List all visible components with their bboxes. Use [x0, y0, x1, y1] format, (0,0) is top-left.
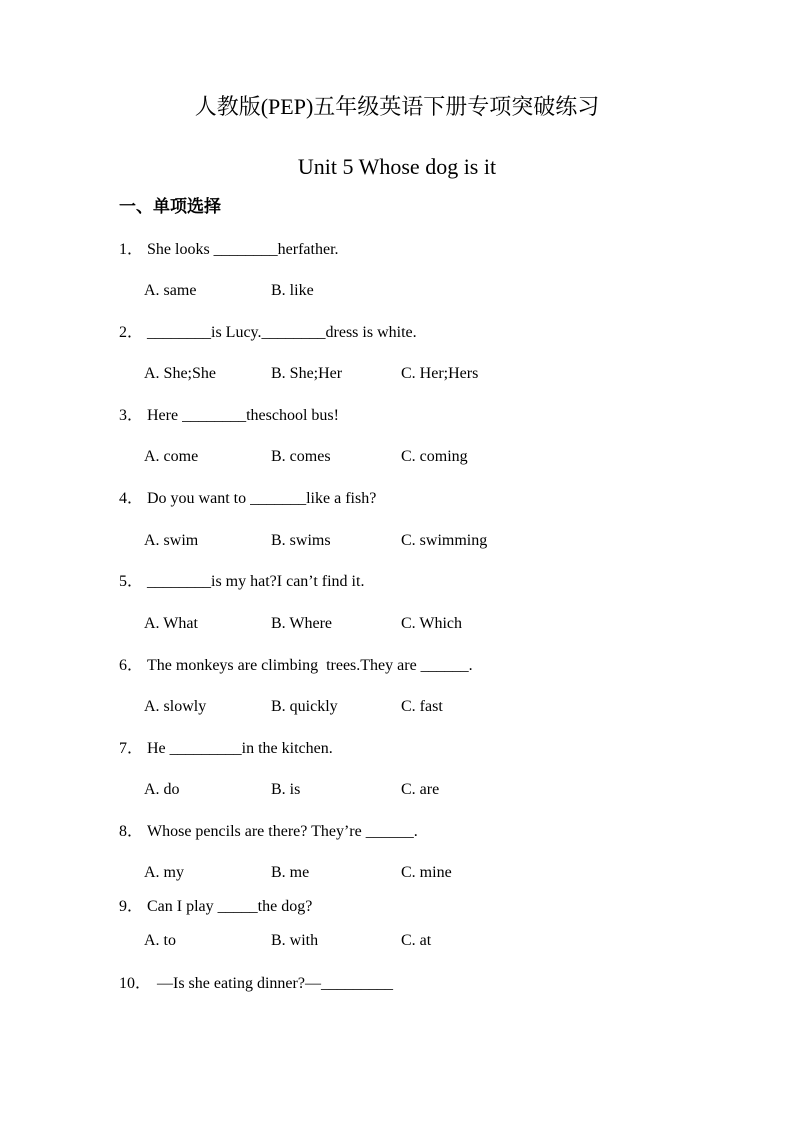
option-c: C. mine	[401, 864, 452, 881]
question-number: 5．	[119, 573, 144, 590]
option-c: C. fast	[401, 698, 443, 715]
question-number: 4．	[119, 490, 144, 507]
question-text: She looks ________herfather.	[147, 241, 339, 258]
option-c: C. Her;Hers	[401, 365, 479, 382]
option-b: B. with	[271, 932, 319, 949]
question-4	[119, 488, 376, 510]
option-a: A. What	[144, 615, 198, 632]
option-c: C. swimming	[401, 532, 488, 549]
question-number: 10．	[119, 975, 152, 992]
question-5	[119, 571, 364, 593]
question-8	[119, 821, 418, 843]
option-a: A. to	[144, 932, 176, 949]
question-text: Here ________theschool bus!	[147, 407, 339, 424]
question-number: 2．	[119, 324, 144, 341]
option-a: A. slowly	[144, 698, 207, 715]
question-7	[119, 738, 333, 760]
option-b: B. comes	[271, 448, 331, 465]
option-b: B. me	[271, 864, 310, 881]
option-a: A. swim	[144, 532, 199, 549]
question-3	[119, 405, 339, 427]
question-number: 7．	[119, 740, 144, 757]
document-title: 人教版(PEP)五年级英语下册专项突破练习	[194, 94, 600, 119]
option-b: B. like	[271, 282, 314, 299]
question-6	[119, 655, 473, 677]
question-number: 9．	[119, 898, 144, 915]
question-10	[119, 973, 393, 995]
option-b: B. She;Her	[271, 365, 343, 382]
option-c: C. Which	[401, 615, 463, 632]
question-number: 3．	[119, 407, 144, 424]
option-a: A. same	[144, 282, 197, 299]
question-text: Do you want to _______like a fish?	[147, 490, 377, 507]
option-c: C. at	[401, 932, 432, 949]
question-text: The monkeys are climbing trees.They are ______.	[147, 657, 473, 674]
section-heading: 一、单项选择	[119, 197, 221, 217]
option-b: B. swims	[271, 532, 331, 549]
option-c: C. coming	[401, 448, 468, 465]
question-number: 1．	[119, 241, 144, 258]
question-number: 6．	[119, 657, 144, 674]
option-a: A. do	[144, 781, 180, 798]
option-c: C. are	[401, 781, 440, 798]
option-b: B. quickly	[271, 698, 338, 715]
question-text: Whose pencils are there? They’re ______.	[147, 823, 418, 840]
question-text: He _________in the kitchen.	[147, 740, 333, 757]
question-1	[119, 239, 339, 261]
question-text: ________is my hat?I can’t find it.	[147, 573, 365, 590]
question-number: 8．	[119, 823, 144, 840]
document-subtitle: Unit 5 Whose dog is it	[297, 154, 497, 179]
question-text: ________is Lucy.________dress is white.	[147, 324, 417, 341]
option-b: B. Where	[271, 615, 333, 632]
option-a: A. come	[144, 448, 199, 465]
question-9	[119, 896, 312, 918]
option-a: A. She;She	[144, 365, 216, 382]
question-text: —Is she eating dinner?—_________	[157, 975, 393, 992]
question-2	[119, 322, 417, 344]
question-text: Can I play _____the dog?	[147, 898, 313, 915]
option-b: B. is	[271, 781, 301, 798]
option-a: A. my	[144, 864, 184, 881]
